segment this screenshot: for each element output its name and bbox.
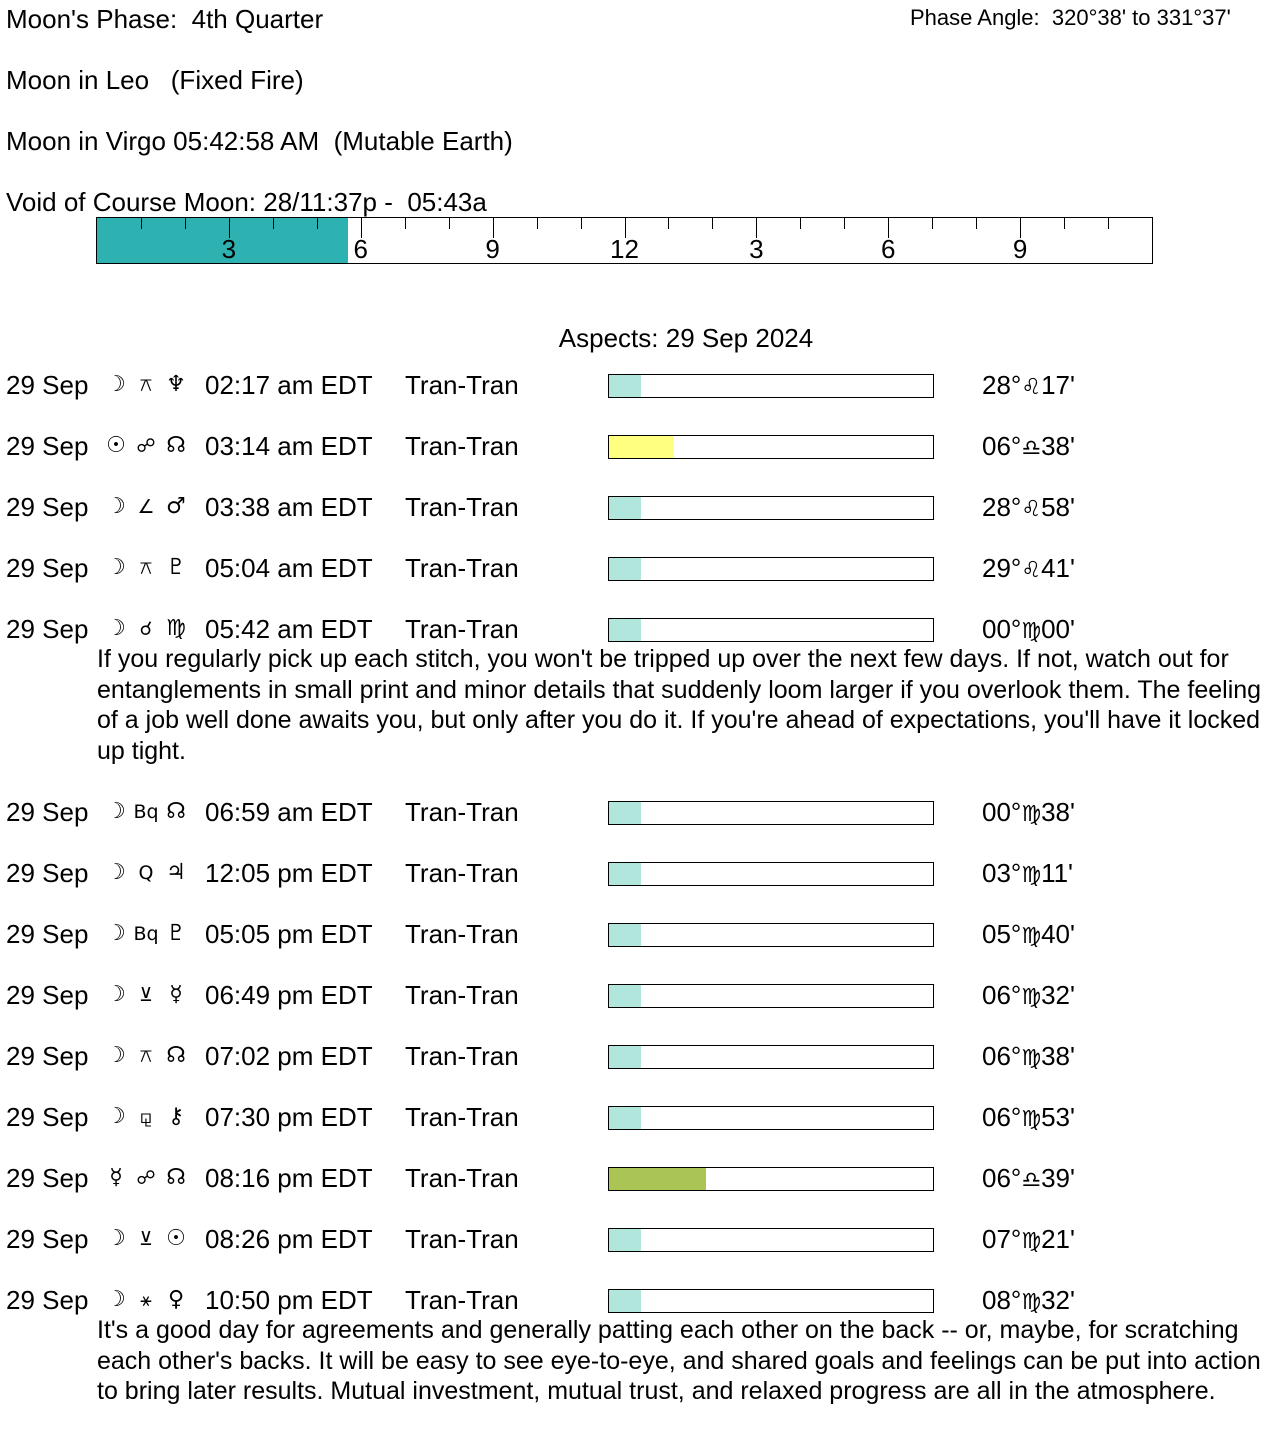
aspect-date: 29 Sep <box>6 1102 89 1132</box>
zodiac-sign-glyph: ♍ <box>1021 619 1042 644</box>
zodiac-sign-glyph: ♍ <box>1021 1290 1042 1315</box>
timeline-tick <box>668 218 669 229</box>
aspect-kind: Tran-Tran <box>405 1102 519 1132</box>
zodiac-sign-glyph: ♌ <box>1021 558 1042 583</box>
aspect-strength-bar <box>608 1045 934 1069</box>
timeline-hour-label: 3 <box>221 234 237 264</box>
aspect-strength-fill <box>609 802 641 824</box>
aspect-row <box>0 980 1285 1010</box>
aspect-type-glyph: Bq <box>133 801 159 823</box>
timeline-hour-label: 6 <box>881 234 896 264</box>
aspect-date: 29 Sep <box>6 980 89 1010</box>
aspect-position <box>982 980 1075 1013</box>
aspect-body1-glyph: ☽ <box>106 982 126 1007</box>
aspect-minutes: 38' <box>1041 431 1075 461</box>
timeline-tick <box>800 218 801 229</box>
aspect-time: 05:42 am EDT <box>205 614 373 644</box>
aspect-type-glyph: ⊻ <box>139 1228 153 1250</box>
aspect-degree: 07° <box>982 1224 1022 1254</box>
aspect-type-glyph: ⚻ <box>139 557 153 579</box>
aspect-body1-glyph: ☽ <box>106 555 126 580</box>
aspect-minutes: 39' <box>1041 1163 1075 1193</box>
aspect-degree: 08° <box>982 1285 1022 1315</box>
aspect-degree: 06° <box>982 431 1022 461</box>
aspect-body2-glyph: ♃ <box>166 860 186 885</box>
aspect-date: 29 Sep <box>6 919 89 949</box>
aspect-strength-bar <box>608 1106 934 1130</box>
aspect-minutes: 00' <box>1041 614 1075 644</box>
timeline-tick <box>185 218 186 229</box>
aspect-body1-glyph: ☽ <box>106 616 126 641</box>
aspect-time: 07:02 pm EDT <box>205 1041 373 1071</box>
aspect-body1-glyph: ☽ <box>106 799 126 824</box>
timeline-tick <box>712 218 713 229</box>
aspect-position <box>982 858 1073 891</box>
aspect-degree: 06° <box>982 1163 1022 1193</box>
aspect-strength-bar <box>608 618 934 642</box>
timeline-tick <box>405 218 406 229</box>
aspect-minutes: 38' <box>1041 1041 1075 1071</box>
aspect-kind: Tran-Tran <box>405 858 519 888</box>
aspect-minutes: 53' <box>1041 1102 1075 1132</box>
aspect-row <box>0 919 1285 949</box>
aspect-time: 02:17 am EDT <box>205 370 373 400</box>
aspect-date: 29 Sep <box>6 1041 89 1071</box>
aspect-strength-bar <box>608 496 934 520</box>
aspect-time: 05:05 pm EDT <box>205 919 373 949</box>
aspect-position <box>982 1102 1075 1135</box>
aspect-date: 29 Sep <box>6 797 89 827</box>
timeline-tick <box>976 218 977 229</box>
aspect-minutes: 41' <box>1041 553 1075 583</box>
zodiac-sign-glyph: ♍ <box>1021 924 1042 949</box>
timeline-hour-label: 6 <box>353 234 368 264</box>
zodiac-sign-glyph: ♎ <box>1021 1168 1042 1193</box>
aspect-kind: Tran-Tran <box>405 1285 519 1315</box>
aspect-position <box>982 370 1075 403</box>
day-timeline <box>96 217 1153 264</box>
aspect-body2-glyph: ♇ <box>166 921 186 946</box>
aspect-position <box>982 553 1075 586</box>
aspect-date: 29 Sep <box>6 858 89 888</box>
aspect-kind: Tran-Tran <box>405 553 519 583</box>
aspect-body1-glyph: ☿ <box>109 1165 123 1190</box>
aspect-position <box>982 431 1075 464</box>
aspect-row <box>0 1224 1285 1254</box>
aspect-row <box>0 553 1285 583</box>
aspect-strength-bar <box>608 801 934 825</box>
aspect-body1-glyph: ☽ <box>106 372 126 397</box>
aspect-type-glyph: ☌ <box>139 618 153 640</box>
void-of-course: Void of Course Moon: 28/11:37p - 05:43a <box>6 187 487 217</box>
aspect-degree: 28° <box>982 492 1022 522</box>
aspect-kind: Tran-Tran <box>405 370 519 400</box>
moon-sign-leo: Moon in Leo (Fixed Fire) <box>6 65 304 95</box>
aspect-row <box>0 797 1285 827</box>
aspect-strength-bar <box>608 374 934 398</box>
zodiac-sign-glyph: ♍ <box>1021 1046 1042 1071</box>
aspect-time: 08:26 pm EDT <box>205 1224 373 1254</box>
aspect-body2-glyph: ♍ <box>166 616 186 641</box>
aspect-position <box>982 1285 1075 1318</box>
aspect-date: 29 Sep <box>6 1285 89 1315</box>
aspect-kind: Tran-Tran <box>405 614 519 644</box>
aspect-body2-glyph: ☊ <box>166 1043 186 1068</box>
aspect-body2-glyph: ♂ <box>166 494 186 519</box>
aspect-position <box>982 1163 1075 1196</box>
aspect-position <box>982 492 1075 525</box>
aspect-minutes: 40' <box>1041 919 1075 949</box>
aspect-kind: Tran-Tran <box>405 431 519 461</box>
aspect-body1-glyph: ☉ <box>106 433 126 458</box>
aspect-strength-fill <box>609 1168 706 1190</box>
aspect-date: 29 Sep <box>6 370 89 400</box>
aspect-row <box>0 858 1285 888</box>
aspect-row <box>0 431 1285 461</box>
aspect-row <box>0 1041 1285 1071</box>
aspect-strength-bar <box>608 984 934 1008</box>
aspect-position <box>982 919 1075 952</box>
zodiac-sign-glyph: ♍ <box>1021 863 1042 888</box>
aspect-row <box>0 1163 1285 1193</box>
aspect-date: 29 Sep <box>6 492 89 522</box>
aspect-minutes: 32' <box>1041 1285 1075 1315</box>
aspect-type-glyph: ∠ <box>137 496 155 518</box>
aspect-position <box>982 614 1075 647</box>
aspect-strength-bar <box>608 557 934 581</box>
aspect-kind: Tran-Tran <box>405 797 519 827</box>
aspect-strength-fill <box>609 375 641 397</box>
aspect-minutes: 17' <box>1041 370 1075 400</box>
aspect-body2-glyph: ♇ <box>166 555 186 580</box>
zodiac-sign-glyph: ♍ <box>1021 985 1042 1010</box>
aspect-time: 03:14 am EDT <box>205 431 373 461</box>
aspect-kind: Tran-Tran <box>405 1163 519 1193</box>
aspect-strength-bar <box>608 435 934 459</box>
aspect-row <box>0 1102 1285 1132</box>
aspect-row <box>0 1285 1285 1315</box>
aspect-strength-fill <box>609 558 641 580</box>
moon-sign-virgo: Moon in Virgo 05:42:58 AM (Mutable Earth) <box>6 126 513 156</box>
aspect-time: 10:50 pm EDT <box>205 1285 373 1315</box>
aspect-time: 07:30 pm EDT <box>205 1102 373 1132</box>
aspect-strength-fill <box>609 1046 641 1068</box>
aspect-kind: Tran-Tran <box>405 1224 519 1254</box>
aspect-degree: 00° <box>982 797 1022 827</box>
timeline-tick <box>141 218 142 229</box>
aspect-degree: 05° <box>982 919 1022 949</box>
aspect-kind: Tran-Tran <box>405 492 519 522</box>
aspect-kind: Tran-Tran <box>405 980 519 1010</box>
aspect-type-glyph: ⚻ <box>139 1045 153 1067</box>
aspect-type-glyph: ⊻ <box>139 984 153 1006</box>
aspect-type-glyph: ☍ <box>136 1167 156 1189</box>
aspect-body1-glyph: ☽ <box>106 1226 126 1251</box>
aspect-body1-glyph: ☽ <box>106 921 126 946</box>
zodiac-sign-glyph: ♍ <box>1021 1107 1042 1132</box>
aspect-strength-bar <box>608 1289 934 1313</box>
aspect-strength-bar <box>608 1228 934 1252</box>
aspect-position <box>982 1041 1075 1074</box>
aspect-date: 29 Sep <box>6 614 89 644</box>
aspect-body2-glyph: ☊ <box>166 433 186 458</box>
aspect-body1-glyph: ☽ <box>106 1287 126 1312</box>
zodiac-sign-glyph: ♍ <box>1021 1229 1042 1254</box>
aspect-body2-glyph: ☊ <box>166 799 186 824</box>
timeline-tick <box>317 218 318 229</box>
timeline-tick <box>932 218 933 229</box>
aspect-strength-fill <box>609 497 641 519</box>
aspect-time: 06:49 pm EDT <box>205 980 373 1010</box>
aspect-strength-fill <box>609 619 641 641</box>
zodiac-sign-glyph: ♌ <box>1021 497 1042 522</box>
aspect-body2-glyph: ☿ <box>169 982 183 1007</box>
timeline-tick <box>537 218 538 229</box>
aspect-degree: 29° <box>982 553 1022 583</box>
aspect-date: 29 Sep <box>6 1224 89 1254</box>
timeline-tick <box>1064 218 1065 229</box>
timeline-hour-label: 3 <box>749 234 764 264</box>
aspects-header: Aspects: 29 Sep 2024 <box>558 323 814 353</box>
aspect-row <box>0 614 1285 644</box>
aspect-degree: 28° <box>982 370 1022 400</box>
aspect-time: 06:59 am EDT <box>205 797 373 827</box>
aspect-interpretation: If you regularly pick up each stitch, you won't be tripped up over the next few days. If not, watch out for entanglements in small print and minor details that suddenly loom larger if you overlook them. The feeling of a job well done awaits you, but only after you do it. If you're ahead of expectations, you'll have it locked up tight. <box>97 645 1262 765</box>
aspect-time: 03:38 am EDT <box>205 492 373 522</box>
aspect-type-glyph: ☍ <box>136 435 156 457</box>
aspect-body1-glyph: ☽ <box>106 1043 126 1068</box>
aspect-strength-fill <box>609 1290 641 1312</box>
aspect-kind: Tran-Tran <box>405 919 519 949</box>
timeline-tick <box>1108 218 1109 229</box>
timeline-hour-label: 9 <box>1012 234 1028 264</box>
aspect-degree: 06° <box>982 1102 1022 1132</box>
timeline-hour-label: 9 <box>485 234 500 264</box>
aspect-row <box>0 492 1285 522</box>
aspect-type-glyph: Q <box>138 862 154 884</box>
phase-angle: Phase Angle: 320°38' to 331°37' <box>910 5 1231 30</box>
aspect-minutes: 32' <box>1041 980 1075 1010</box>
aspect-strength-fill <box>609 436 674 458</box>
aspect-time: 08:16 pm EDT <box>205 1163 373 1193</box>
moon-phase: Moon's Phase: 4th Quarter <box>6 4 324 34</box>
aspect-type-glyph: ⚼ <box>139 1106 153 1128</box>
aspect-body1-glyph: ☽ <box>106 494 126 519</box>
aspect-minutes: 58' <box>1041 492 1075 522</box>
aspect-body2-glyph: ☊ <box>166 1165 186 1190</box>
timeline-tick <box>844 218 845 229</box>
aspect-date: 29 Sep <box>6 553 89 583</box>
aspect-minutes: 38' <box>1041 797 1075 827</box>
aspect-type-glyph: ⚹ <box>140 1289 152 1311</box>
aspect-degree: 06° <box>982 980 1022 1010</box>
aspect-strength-fill <box>609 1229 641 1251</box>
aspect-strength-fill <box>609 863 641 885</box>
zodiac-sign-glyph: ♎ <box>1021 436 1042 461</box>
timeline-tick <box>273 218 274 229</box>
zodiac-sign-glyph: ♌ <box>1021 375 1042 400</box>
aspect-kind: Tran-Tran <box>405 1041 519 1071</box>
aspect-date: 29 Sep <box>6 431 89 461</box>
aspect-time: 12:05 pm EDT <box>205 858 373 888</box>
aspect-minutes: 21' <box>1041 1224 1075 1254</box>
aspect-strength-fill <box>609 985 641 1007</box>
aspect-strength-bar <box>608 923 934 947</box>
aspect-time: 05:04 am EDT <box>205 553 373 583</box>
zodiac-sign-glyph: ♍ <box>1021 802 1042 827</box>
aspect-strength-bar <box>608 1167 934 1191</box>
aspect-minutes: 11' <box>1041 858 1074 888</box>
aspect-degree: 06° <box>982 1041 1022 1071</box>
aspect-strength-bar <box>608 862 934 886</box>
aspect-degree: 00° <box>982 614 1022 644</box>
aspect-interpretation: It's a good day for agreements and generally patting each other on the back -- or, maybe, for scratching each other's backs. It will be easy to see eye-to-eye, and shared goals and feelings can be put into action to bring later results. Mutual investment, mutual trust, and relaxed progress are all in the atmosphere. <box>97 1316 1261 1405</box>
aspect-body2-glyph: ♀ <box>167 1287 185 1312</box>
aspect-type-glyph: ⚻ <box>139 374 153 396</box>
aspect-strength-fill <box>609 1107 641 1129</box>
aspect-type-glyph: Bq <box>133 923 159 945</box>
aspect-degree: 03° <box>982 858 1022 888</box>
aspect-position <box>982 1224 1075 1257</box>
aspect-position <box>982 797 1075 830</box>
aspect-body1-glyph: ☽ <box>106 860 126 885</box>
aspect-row <box>0 370 1285 400</box>
aspect-body2-glyph: ♆ <box>166 372 186 397</box>
aspect-date: 29 Sep <box>6 1163 89 1193</box>
aspect-body2-glyph: ⚷ <box>167 1104 185 1129</box>
timeline-tick <box>581 218 582 229</box>
timeline-hour-label: 12 <box>610 234 639 264</box>
aspect-body2-glyph: ☉ <box>166 1226 186 1251</box>
aspect-body1-glyph: ☽ <box>106 1104 126 1129</box>
timeline-tick <box>449 218 450 229</box>
aspect-strength-fill <box>609 924 641 946</box>
